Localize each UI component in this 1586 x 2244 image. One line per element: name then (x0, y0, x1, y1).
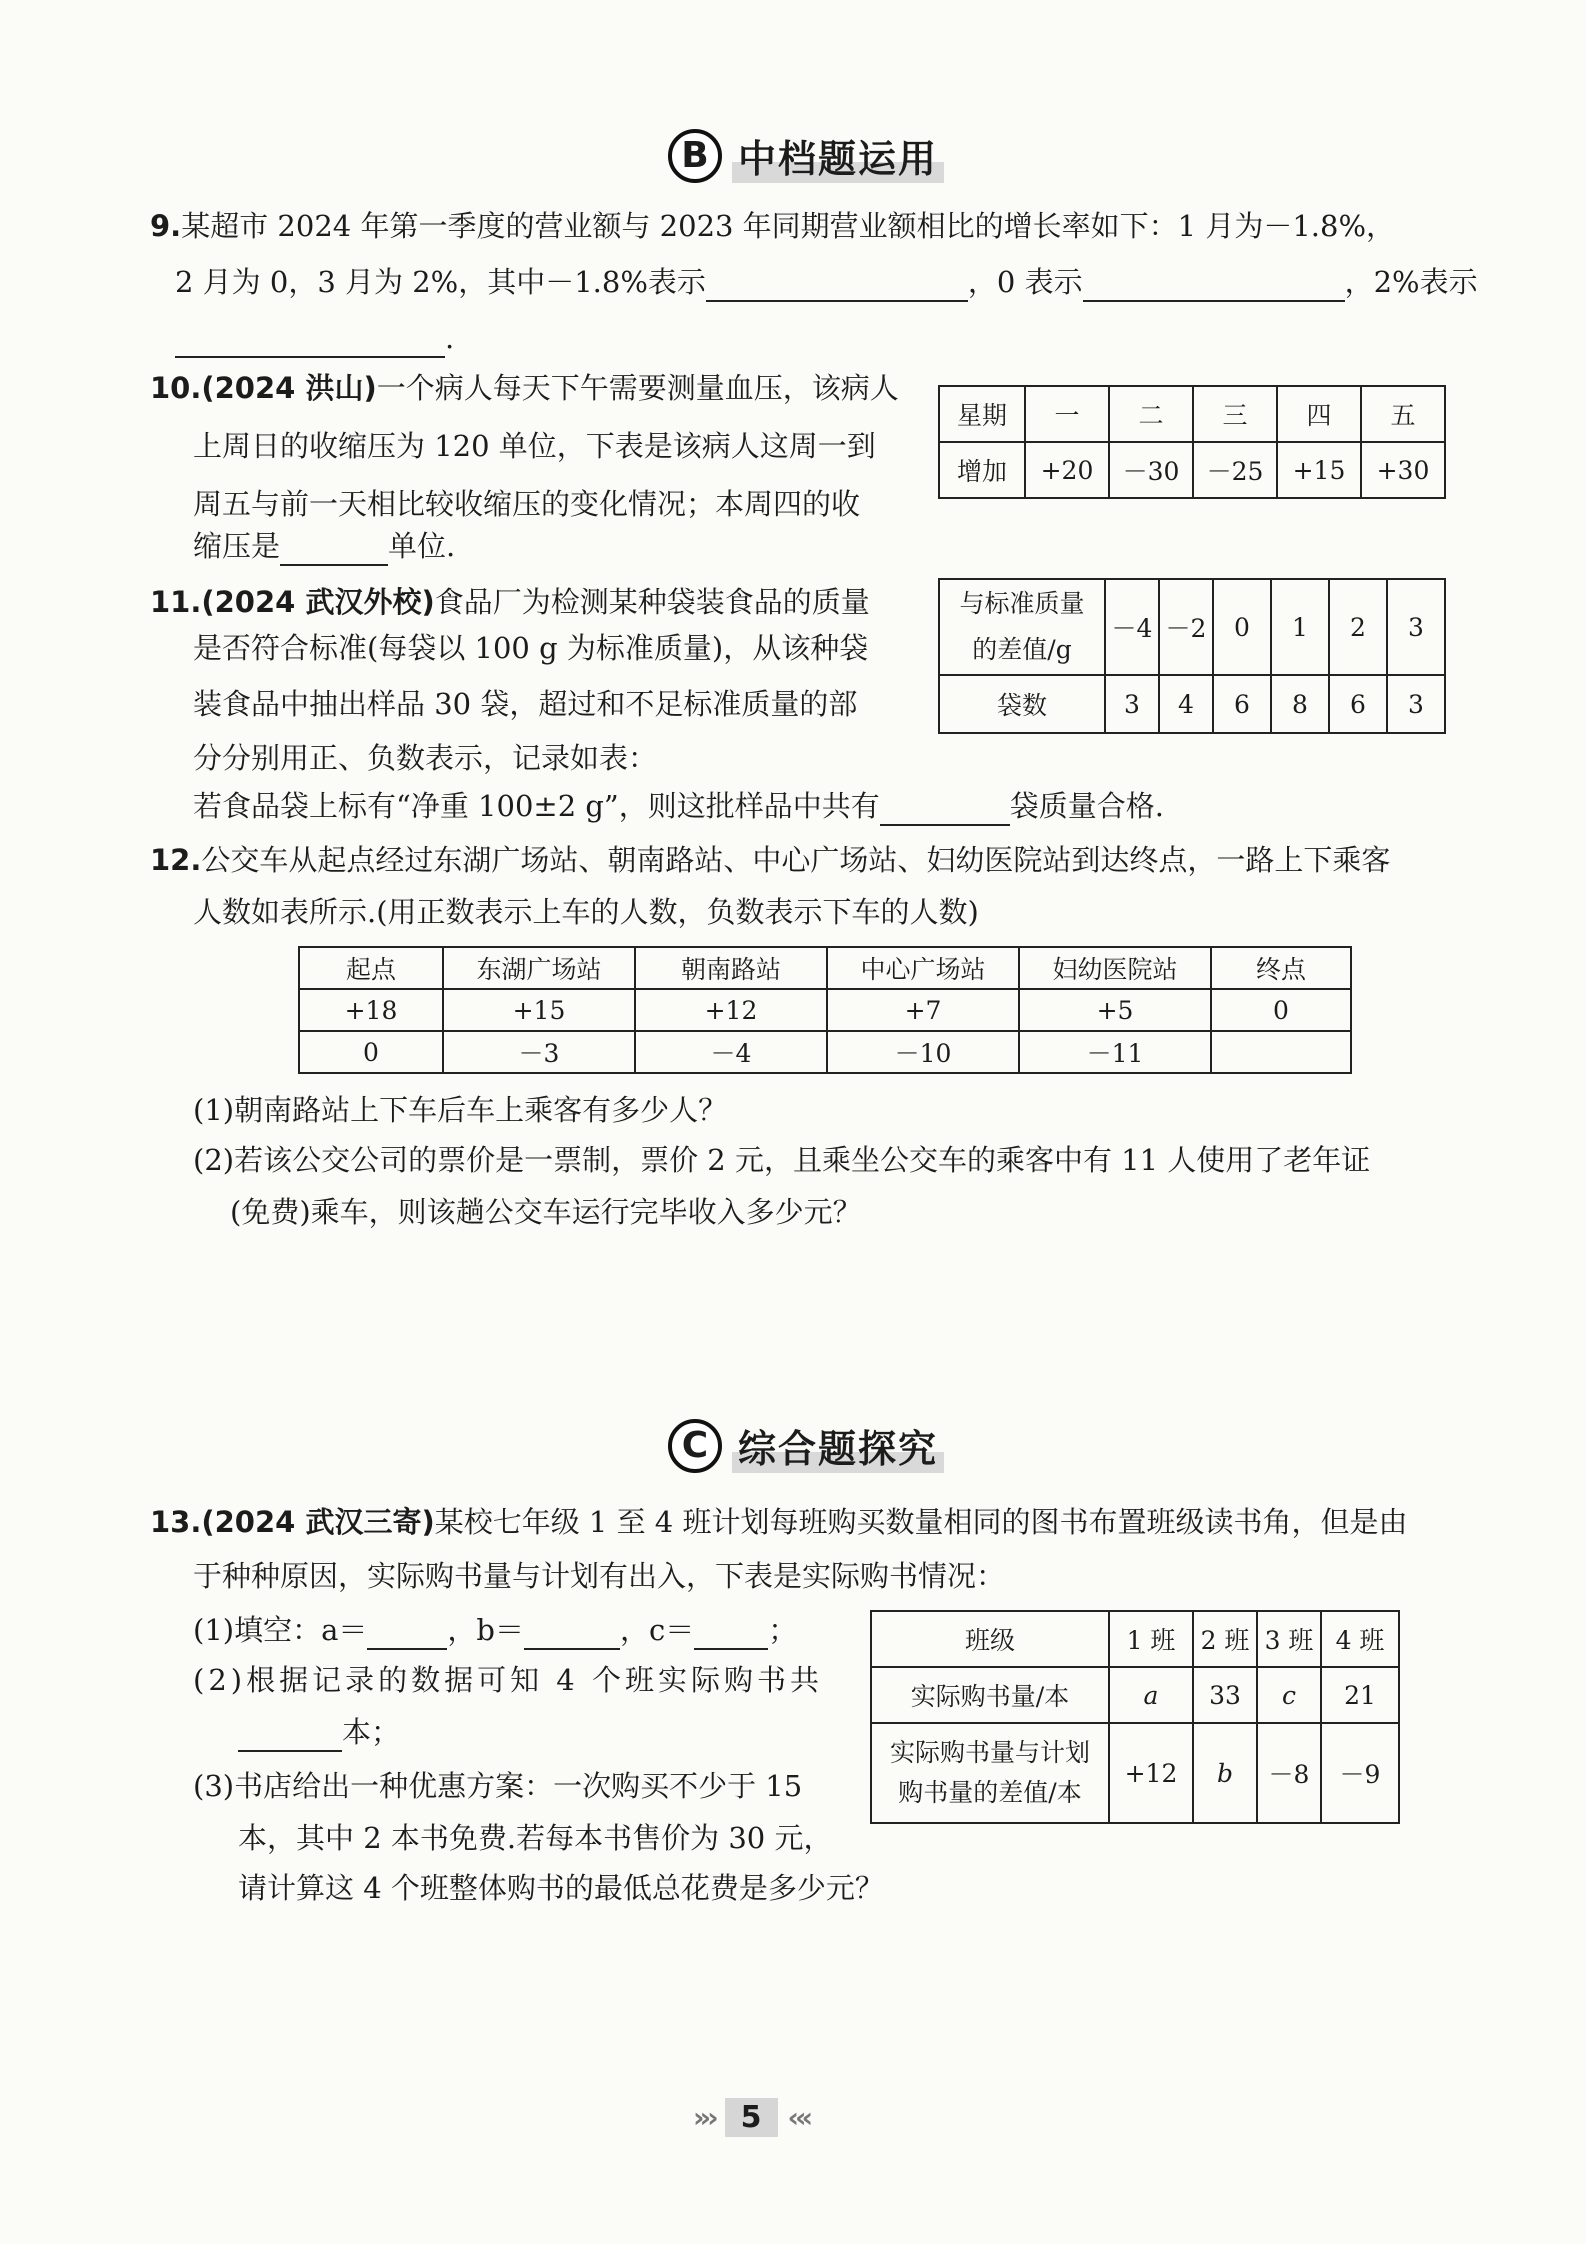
table-row (939, 442, 1445, 498)
section-c-badge: C (668, 1419, 722, 1473)
table-cell: 朝南路站 (635, 947, 827, 989)
table-cell: +15 (443, 989, 635, 1031)
table-cell: b (1193, 1723, 1257, 1823)
q10-number: 10. (150, 371, 202, 405)
q13-part3-line1: (3)书店给出一种优惠方案：一次购买不少于 15 (193, 1769, 803, 1803)
table-cell: －4 (1105, 579, 1159, 675)
table-cell: 起点 (299, 947, 443, 989)
q10-line1 (150, 368, 899, 408)
q13-part3-line3: 请计算这 4 个班整体购书的最低总花费是多少元？ (238, 1871, 884, 1905)
q10-text1: 一个病人每天下午需要测量血压，该病人 (376, 371, 899, 405)
q13-blank-a[interactable] (367, 1618, 447, 1650)
q10-line2: 上周日的收缩压为 120 单位，下表是该病人这周一到 (193, 429, 876, 463)
table-cell: 2 (1329, 579, 1387, 675)
q9-line2 (175, 262, 1478, 302)
table-cell: 0 (1213, 579, 1271, 675)
q11-blank[interactable] (880, 794, 1010, 826)
table-cell: 3 (1387, 579, 1445, 675)
q10-line4 (193, 526, 455, 566)
table-cell: －9 (1321, 1723, 1399, 1823)
table-cell: +18 (299, 989, 443, 1031)
q11-text5b: 袋质量合格. (1009, 789, 1164, 823)
q11-line4: 分分别用正、负数表示，记录如表： (193, 741, 658, 775)
table-cell: 妇幼医院站 (1019, 947, 1211, 989)
q11-number: 11. (150, 585, 202, 619)
table-cell: 3 (1387, 675, 1445, 733)
page-number: 5 (725, 2098, 778, 2137)
q11-line1 (150, 582, 870, 622)
table-row (871, 1723, 1399, 1823)
table-cell: 增加 (939, 442, 1025, 498)
q12-part1: (1)朝南路站上下车后车上乘客有多少人？ (193, 1093, 728, 1127)
q12-line2: 人数如表所示.(用正数表示上车的人数，负数表示下车的人数) (193, 895, 979, 929)
table-cell: 实际购书量/本 (871, 1667, 1109, 1723)
q9-text1: 某超市 2024 年第一季度的营业额与 2023 年同期营业额相比的增长率如下：1 月为－1.8%， (181, 209, 1396, 243)
table-cell: 33 (1193, 1667, 1257, 1723)
table-cell: c (1257, 1667, 1321, 1723)
section-b-title (668, 128, 944, 183)
table-cell: +20 (1025, 442, 1109, 498)
q13-text-c: ，c＝ (619, 1613, 695, 1647)
q13-text-total: 本； (342, 1715, 401, 1749)
table-row (299, 1031, 1351, 1073)
page-footer (693, 2098, 809, 2137)
table-row (939, 579, 1445, 627)
q9-line1 (150, 206, 1395, 246)
q13-part3-line2: 本，其中 2 本书免费.若每本书售价为 30 元， (238, 1821, 833, 1855)
q13-table (870, 1610, 1400, 1824)
q13-blank-c[interactable] (694, 1618, 768, 1650)
table-cell: 1 班 (1109, 1611, 1193, 1667)
q12-part2-line2: (免费)乘车，则该趟公交车运行完毕收入多少元？ (230, 1195, 862, 1229)
table-cell: 3 (1105, 675, 1159, 733)
table-cell: 0 (1211, 989, 1351, 1031)
table-cell: 二 (1109, 386, 1193, 442)
q9-text2b: ，0 表示 (967, 265, 1083, 299)
table-cell: +12 (635, 989, 827, 1031)
table-cell: －3 (443, 1031, 635, 1073)
table-cell: 三 (1193, 386, 1277, 442)
q11-text1: 食品厂为检测某种袋装食品的质量 (434, 585, 870, 619)
q9-text2c: ，2%表示 (1344, 265, 1478, 299)
table-cell: 6 (1213, 675, 1271, 733)
q11-header-line2: 的差值/g (972, 635, 1072, 664)
q12-number: 12. (150, 843, 202, 877)
q13-number: 13. (150, 1505, 202, 1539)
q11-line5 (193, 786, 1164, 826)
table-cell: －25 (1193, 442, 1277, 498)
table-cell: +30 (1361, 442, 1445, 498)
table-cell: 21 (1321, 1667, 1399, 1723)
section-c-title (668, 1418, 944, 1473)
q13-text-a: (1)填空：a＝ (193, 1613, 368, 1647)
table-cell: 东湖广场站 (443, 947, 635, 989)
chevron-right-icon: »› (693, 2101, 715, 2134)
table-cell (1211, 1031, 1351, 1073)
table-cell: 4 (1159, 675, 1213, 733)
q11-line3: 装食品中抽出样品 30 袋，超过和不足标准质量的部 (193, 687, 858, 721)
q11-tag: (2024 武汉外校) (201, 585, 435, 619)
q13-blank-total[interactable] (238, 1720, 342, 1752)
table-cell: 四 (1277, 386, 1361, 442)
q9-blank1[interactable] (706, 270, 968, 302)
table-row (939, 386, 1445, 442)
table-cell: +12 (1109, 1723, 1193, 1823)
q10-tag: (2024 洪山) (201, 371, 377, 405)
table-cell: 6 (1329, 675, 1387, 733)
q9-number: 9. (150, 209, 182, 243)
table-cell: －2 (1159, 579, 1213, 675)
table-cell: －8 (1257, 1723, 1321, 1823)
q9-blank3[interactable] (175, 326, 445, 358)
q13-blank-b[interactable] (524, 1618, 620, 1650)
chevron-left-icon: ‹« (787, 2101, 810, 2134)
table-cell: +5 (1019, 989, 1211, 1031)
table-cell: +7 (827, 989, 1019, 1031)
q13-line2: 于种种原因，实际购书量与计划有出入，下表是实际购书情况： (193, 1559, 1006, 1593)
table-cell: +15 (1277, 442, 1361, 498)
table-cell (871, 1723, 1109, 1823)
table-cell: 班级 (871, 1611, 1109, 1667)
q9-line3 (175, 318, 454, 358)
q13-row2-label1: 实际购书量与计划 (889, 1738, 1090, 1767)
q9-blank2[interactable] (1083, 270, 1345, 302)
q13-text-d: ； (768, 1613, 798, 1647)
q13-line1 (150, 1502, 1407, 1542)
table-cell (939, 579, 1105, 675)
table-row (871, 1667, 1399, 1723)
q10-line3: 周五与前一天相比较收缩压的变化情况；本周四的收 (193, 487, 861, 521)
q12-text1: 公交车从起点经过东湖广场站、朝南路站、中心广场站、妇幼医院站到达终点，一路上下乘客 (201, 843, 1391, 877)
table-cell: 星期 (939, 386, 1025, 442)
q12-line1 (150, 840, 1390, 880)
table-cell: 五 (1361, 386, 1445, 442)
q13-part2-line2 (238, 1712, 400, 1752)
q13-part2-line1: (2)根据记录的数据可知 4 个班实际购书共 (193, 1663, 823, 1697)
q10-table (938, 385, 1446, 499)
table-cell: 一 (1025, 386, 1109, 442)
q10-blank[interactable] (280, 534, 388, 566)
table-row (299, 947, 1351, 989)
table-cell: 袋数 (939, 675, 1105, 733)
q12-table (298, 946, 1352, 1074)
section-b-heading: 中档题运用 (732, 128, 944, 183)
table-cell: a (1109, 1667, 1193, 1723)
q11-table (938, 578, 1446, 734)
q11-text5a: 若食品袋上标有“净重 100±2 g”，则这批样品中共有 (193, 789, 880, 823)
q12-part2-line1: (2)若该公交公司的票价是一票制，票价 2 元，且乘坐公交车的乘客中有 11 人使用了老年证 (193, 1143, 1371, 1177)
section-b-badge: B (668, 129, 722, 183)
table-cell: 2 班 (1193, 1611, 1257, 1667)
q13-part1 (193, 1610, 797, 1650)
table-cell: 0 (299, 1031, 443, 1073)
q11-header-line1: 与标准质量 (959, 589, 1085, 618)
table-row (871, 1611, 1399, 1667)
q13-text-b: ，b＝ (447, 1613, 524, 1647)
table-cell: 3 班 (1257, 1611, 1321, 1667)
q10-text4b: 单位. (388, 529, 456, 563)
q10-text4a: 缩压是 (193, 529, 281, 563)
table-cell: －11 (1019, 1031, 1211, 1073)
table-cell: －10 (827, 1031, 1019, 1073)
q9-text2a: 2 月为 0，3 月为 2%，其中－1.8%表示 (175, 265, 706, 299)
table-cell: 中心广场站 (827, 947, 1019, 989)
table-cell: 8 (1271, 675, 1329, 733)
q13-row2-label2: 购书量的差值/本 (898, 1778, 1082, 1807)
table-cell: 4 班 (1321, 1611, 1399, 1667)
table-cell: －30 (1109, 442, 1193, 498)
section-c-heading: 综合题探究 (732, 1418, 944, 1473)
table-cell: 1 (1271, 579, 1329, 675)
q11-line2: 是否符合标准(每袋以 100 g 为标准质量)，从该种袋 (193, 631, 869, 665)
q13-tag: (2024 武汉三寄) (201, 1505, 435, 1539)
q9-text3: . (445, 321, 455, 355)
table-cell: 终点 (1211, 947, 1351, 989)
table-cell: －4 (635, 1031, 827, 1073)
q13-text1: 某校七年级 1 至 4 班计划每班购买数量相同的图书布置班级读书角，但是由 (434, 1505, 1408, 1539)
table-row (299, 989, 1351, 1031)
table-row (939, 675, 1445, 733)
